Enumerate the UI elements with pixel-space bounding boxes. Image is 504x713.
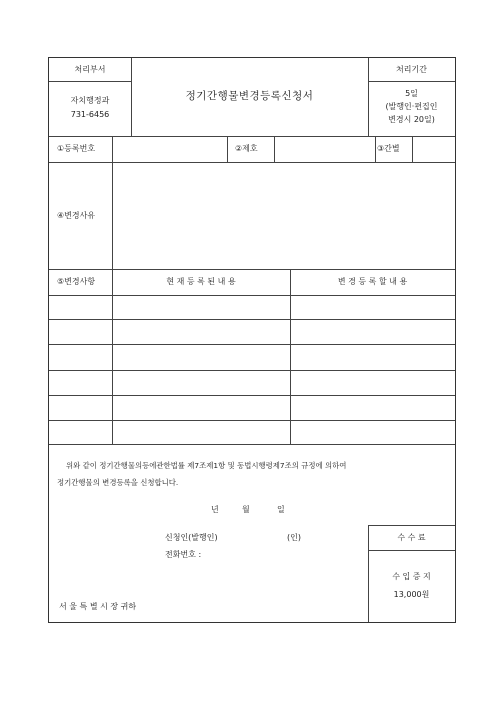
divider — [49, 295, 455, 296]
divider — [49, 370, 455, 371]
divider — [375, 136, 376, 162]
dept-label: 처리부서 — [74, 65, 106, 74]
statement-line: 정기간행물의 변경등록을 신청합니다. — [57, 478, 179, 487]
date-year: 년 — [211, 505, 219, 514]
fee-label: 수 수 료 — [397, 533, 426, 542]
divider — [49, 395, 455, 396]
divider — [290, 269, 291, 444]
period-note: 변경시 20일) — [388, 115, 435, 124]
dept-phone: 731-6456 — [70, 110, 110, 119]
col-change-header: 변 경 등 록 할 내 용 — [337, 277, 408, 286]
date-day: 일 — [277, 505, 285, 514]
application-form — [48, 57, 456, 623]
reg-no-field[interactable] — [113, 137, 226, 161]
reason-field[interactable] — [113, 163, 454, 268]
statement-line: 위와 같이 정기간행물의등에관한법률 제7조제1항 및 동법시행령제7조의 규정에 의하여 — [66, 461, 347, 470]
divider — [49, 344, 455, 345]
divider — [49, 136, 455, 137]
form-title: 정기간행물변경등록신청서 — [185, 90, 314, 102]
fee-amount: 13,000원 — [393, 590, 430, 599]
divider — [227, 136, 228, 162]
period-note: (발행인·편집인 — [385, 102, 438, 111]
date-month: 월 — [242, 505, 250, 514]
seal-mark: (인) — [287, 533, 301, 542]
reason-label: ④변경사유 — [57, 211, 96, 220]
divider — [368, 81, 455, 82]
divider — [49, 269, 455, 270]
interval-label: ③간별 — [377, 144, 400, 153]
divider — [49, 319, 455, 320]
divider — [49, 81, 131, 82]
recipient: 서 울 특 별 시 장 귀하 — [59, 602, 137, 611]
dept-name: 자치행정과 — [70, 96, 110, 105]
divider — [49, 444, 455, 445]
reg-no-label: ①등록번호 — [57, 144, 96, 153]
col-current-header: 현 재 등 록 된 내 용 — [166, 277, 236, 286]
divider — [368, 525, 455, 526]
revenue-stamp-label: 수 입 증 지 — [392, 572, 431, 581]
interval-field[interactable] — [413, 137, 454, 161]
period-label: 처리기간 — [396, 65, 427, 74]
title-label: ②제호 — [235, 144, 258, 153]
period-days: 5일 — [405, 89, 418, 98]
applicant-label: 신청인(발행인) — [165, 533, 218, 542]
divider — [49, 420, 455, 421]
title-field[interactable] — [275, 137, 374, 161]
changes-label: ⑤변경사항 — [57, 277, 96, 286]
divider — [368, 550, 455, 551]
phone-label: 전화번호 : — [165, 550, 202, 559]
